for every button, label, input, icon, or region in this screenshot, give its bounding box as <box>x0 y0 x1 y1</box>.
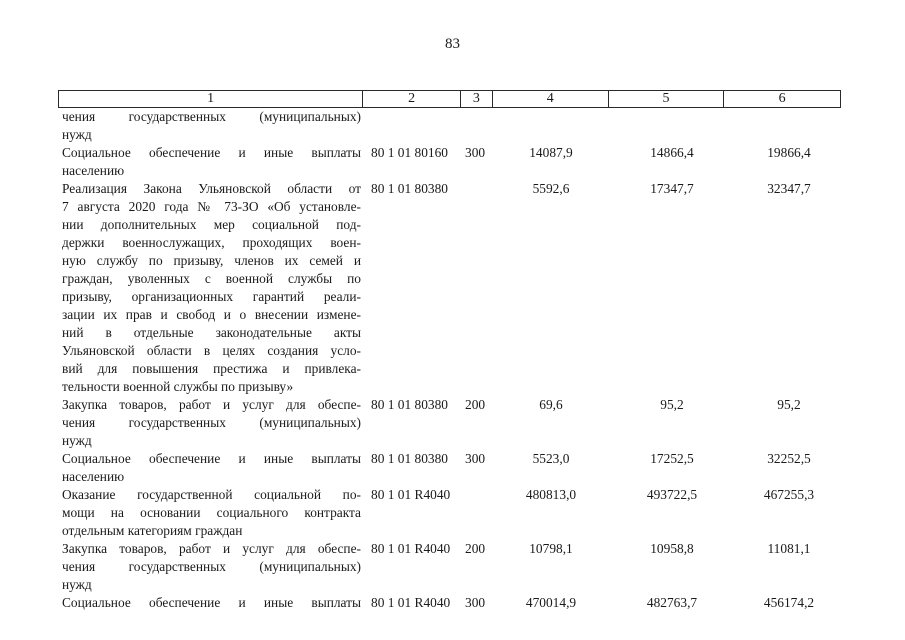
description-line: призыву, организационных гарантий реали- <box>62 289 361 304</box>
row-value-col-6: 19866,4 <box>767 145 811 160</box>
description-line: зации их прав и свобод и о внесении измене- <box>62 307 361 322</box>
table-row <box>58 486 841 540</box>
description-line: Социальное обеспечение и иные выплаты <box>62 145 361 160</box>
description-line: Реализация Закона Ульяновской области от <box>62 181 361 196</box>
description-line: Ульяновской области в целях создания усло- <box>62 343 361 358</box>
row-code: 80 1 01 80160 <box>371 145 448 160</box>
row-value-col-4: 480813,0 <box>525 487 577 502</box>
row-description <box>58 540 363 594</box>
row-value-col-6: 456174,2 <box>763 595 815 610</box>
row-value-col-5: 482763,7 <box>646 595 698 610</box>
description-line: Социальное обеспечение и иные выплаты <box>62 595 361 610</box>
row-code: 80 1 01 R4040 <box>371 487 451 502</box>
row-value-col-6: 467255,3 <box>763 487 815 502</box>
row-value-col-6: 11081,1 <box>767 541 811 556</box>
row-code: 80 1 01 80380 <box>371 181 448 196</box>
header-col-2: 2 <box>363 91 461 107</box>
row-value-col-6 <box>725 108 841 144</box>
page-number: 83 <box>445 36 460 52</box>
row-code: 80 1 01 80380 <box>371 451 448 466</box>
description-line: тельности военной службы по призыву» <box>62 379 294 394</box>
description-line: нужд <box>62 433 92 448</box>
row-value-col-4: 10798,1 <box>529 541 573 556</box>
row-value-col-4: 5523,0 <box>532 451 570 466</box>
header-col-3: 3 <box>461 91 493 107</box>
row-description <box>58 450 363 486</box>
header-col-4: 4 <box>493 91 609 107</box>
row-code: 80 1 01 R4040 <box>371 541 451 556</box>
row-value-col-5: 17347,7 <box>650 181 694 196</box>
table-row <box>58 396 841 450</box>
description-line: мощи на основании социального контракта <box>62 505 361 520</box>
row-value-col-4: 69,6 <box>539 397 563 412</box>
row-value-col-6: 32252,5 <box>767 451 811 466</box>
row-value-col-5: 493722,5 <box>646 487 698 502</box>
description-line: чения государственных (муниципальных) <box>62 559 361 574</box>
description-line: Оказание государственной социальной по- <box>62 487 361 502</box>
row-description <box>58 594 363 612</box>
row-value-col-6: 32347,7 <box>767 181 811 196</box>
table-row <box>58 450 841 486</box>
description-line: Закупка товаров, работ и услуг для обеспе- <box>62 397 361 412</box>
header-col-5: 5 <box>609 91 725 107</box>
table-row <box>58 108 841 144</box>
description-line: чения государственных (муниципальных) <box>62 415 361 430</box>
description-line: ний в отдельные законодательные акты <box>62 325 361 340</box>
description-line: Социальное обеспечение и иные выплаты <box>62 451 361 466</box>
row-value-col-5: 95,2 <box>660 397 684 412</box>
row-value-col-5 <box>609 108 725 144</box>
description-line: 7 августа 2020 года № 73-ЗО «Об установле- <box>62 199 361 214</box>
row-value-col-5: 14866,4 <box>650 145 694 160</box>
table-row <box>58 180 841 396</box>
row-value-col-5: 10958,8 <box>650 541 694 556</box>
table-row <box>58 144 841 180</box>
description-line: населению <box>62 163 125 178</box>
row-description <box>58 180 363 396</box>
description-line: чения государственных (муниципальных) <box>62 109 361 124</box>
row-description <box>58 396 363 450</box>
row-expense-type: 300 <box>465 595 486 610</box>
description-line: отдельным категориям граждан <box>62 523 243 538</box>
row-value-col-4 <box>493 108 609 144</box>
row-expense-type: 300 <box>465 145 486 160</box>
row-value-col-6: 95,2 <box>777 397 801 412</box>
row-expense-type <box>461 108 493 144</box>
row-value-col-4: 14087,9 <box>529 145 573 160</box>
budget-table <box>58 90 841 612</box>
row-value-col-4: 470014,9 <box>525 595 577 610</box>
row-expense-type <box>461 486 493 540</box>
row-code <box>363 108 461 144</box>
row-expense-type <box>461 180 493 396</box>
header-col-1: 1 <box>59 91 363 107</box>
description-line: нии дополнительных мер социальной под- <box>62 217 361 232</box>
description-line: граждан, уволенных с военной службы по <box>62 271 361 286</box>
table-row <box>58 594 841 612</box>
row-description <box>58 144 363 180</box>
table-row <box>58 540 841 594</box>
header-col-6: 6 <box>778 91 786 106</box>
description-line: населению <box>62 469 125 484</box>
description-line: нужд <box>62 577 92 592</box>
row-description <box>58 108 363 144</box>
row-expense-type: 200 <box>465 541 486 556</box>
description-line: ную службу по призыву, членов их семей и <box>62 253 361 268</box>
description-line: нужд <box>62 127 92 142</box>
row-code: 80 1 01 80380 <box>371 397 448 412</box>
row-description <box>58 486 363 540</box>
table-header <box>58 90 841 108</box>
description-line: держки военнослужащих, проходящих воен- <box>62 235 361 250</box>
description-line: вий для повышения престижа и привлека- <box>62 361 361 376</box>
row-value-col-4: 5592,6 <box>532 181 570 196</box>
row-expense-type: 200 <box>465 397 486 412</box>
row-value-col-5: 17252,5 <box>650 451 694 466</box>
description-line: Закупка товаров, работ и услуг для обеспе- <box>62 541 361 556</box>
row-code: 80 1 01 R4040 <box>371 595 451 610</box>
row-expense-type: 300 <box>465 451 486 466</box>
table-body <box>58 108 841 612</box>
